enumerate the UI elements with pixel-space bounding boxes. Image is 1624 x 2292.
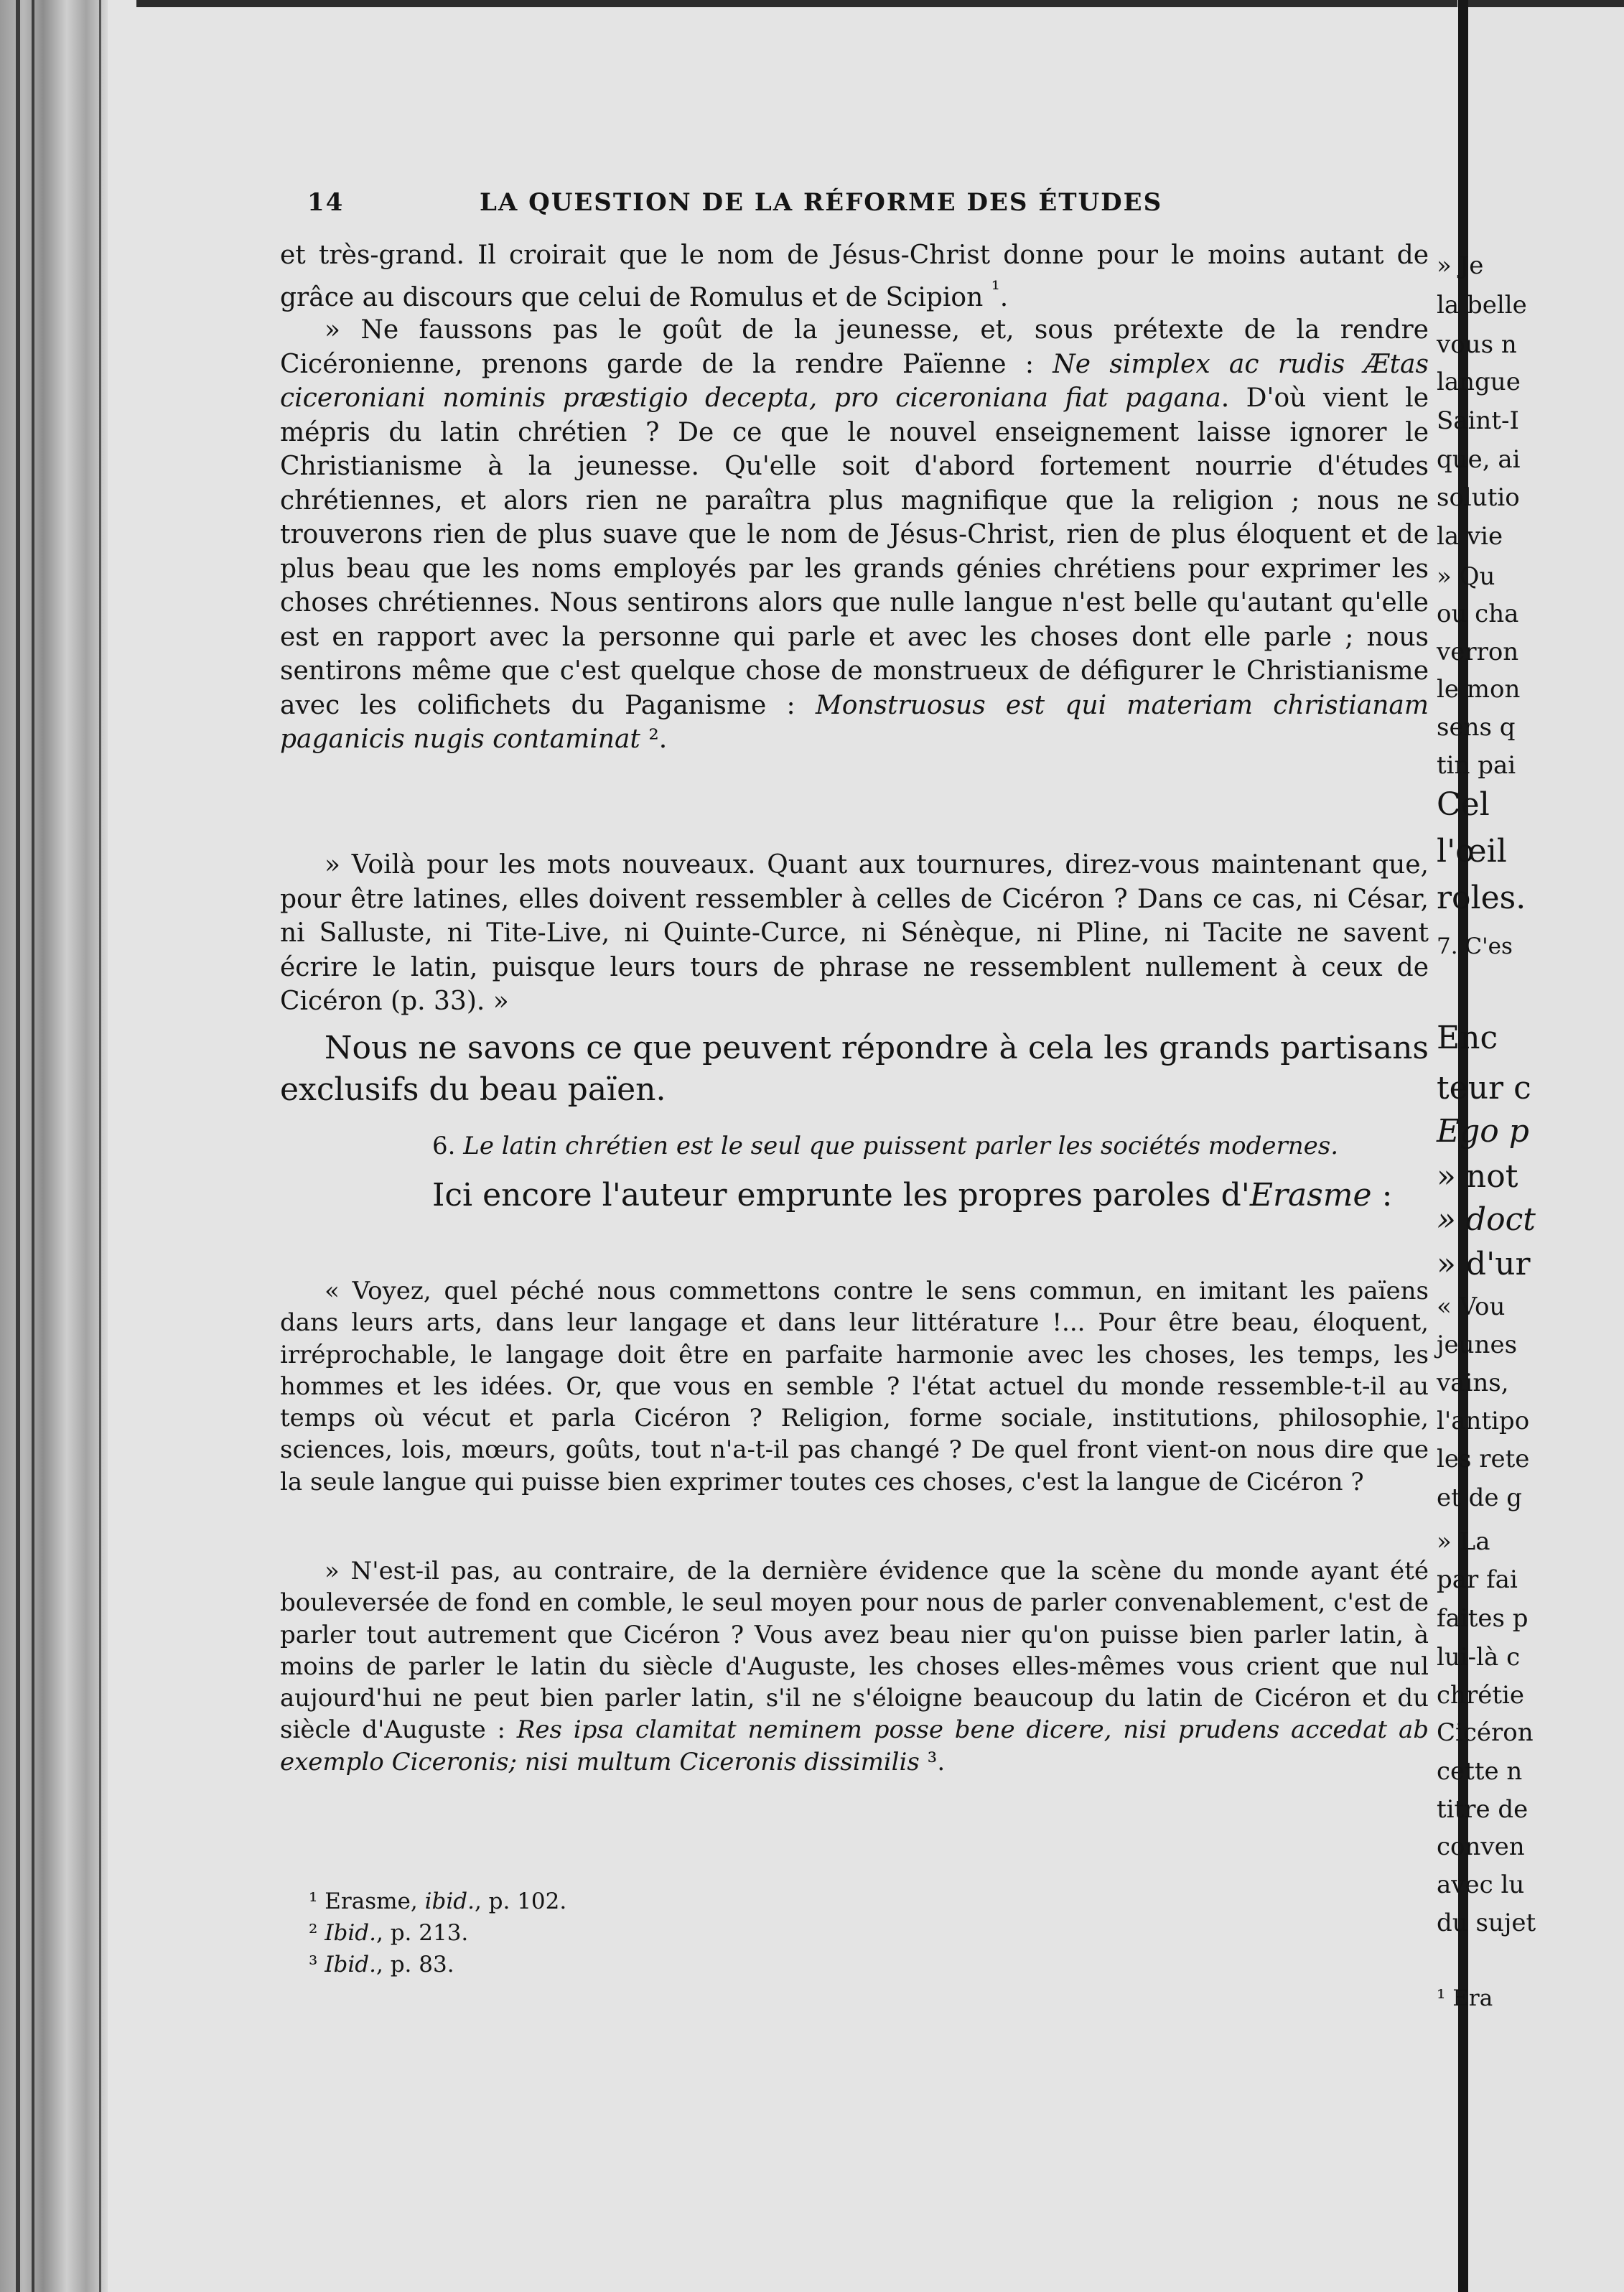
- facing-page-line: la belle: [1437, 291, 1527, 320]
- author-name: Erasme: [1249, 1177, 1372, 1213]
- facing-page-line: du sujet: [1437, 1909, 1536, 1937]
- facing-page-line: l'œil: [1437, 833, 1507, 870]
- latin-citation: Monstruosus est qui materiam christianam paganicis nugis contaminat: [280, 690, 1429, 754]
- facing-page-line: teur c: [1437, 1070, 1531, 1107]
- binding-line: [99, 0, 101, 2292]
- latin-citation: Res ipsa clamitat neminem posse bene dicere, nisi prudens accedat ab exemplo Ciceronis; nisi multum Ciceronis dissimilis: [280, 1715, 1429, 1776]
- facing-page-line: faites p: [1437, 1604, 1529, 1633]
- commentary-paragraph: Nous ne savons ce que peuvent répondre à cela les grands partisans exclusifs du beau païen.: [280, 1030, 1429, 1108]
- facing-page-line: avec lu: [1437, 1871, 1525, 1899]
- facing-page-line: roles.: [1437, 880, 1526, 916]
- facing-page-line: » Qu: [1437, 562, 1495, 591]
- binding-line: [32, 0, 34, 2292]
- footnote-ref: ¹: [991, 276, 1000, 302]
- facing-page-line: le mon: [1437, 675, 1521, 704]
- facing-page-line: solutio: [1437, 483, 1520, 512]
- quote-paragraph: » N'est-il pas, au contraire, de la dernière évidence que la scène du monde ayant été bouleversée de fond en comble, le seul moyen pour nous de parler convenablement, c'est de parler tout autrement que Cicéron ? Vous avez beau nier qu'on puisse bien parler latin, à moins de parler le latin du siècle d'Auguste, les choses elles-mêmes vous crient que nul aujourd'hui ne peut bien parler latin, s'il ne s'éloigne beaucoup du latin de Cicéron et du siècle d'Auguste : Res ipsa clamitat neminem posse bene dicere, nisi prudens accedat ab exemplo Ciceronis; nisi multum Ciceronis dissimilis ³.: [280, 1557, 1429, 1776]
- binding-edge: [0, 0, 108, 2292]
- footnote: ² Ibid., p. 213.: [309, 1920, 469, 1946]
- section-heading: 6. Le latin chrétien est le seul que puissent parler les sociétés modernes.: [432, 1132, 1339, 1160]
- facing-page-line: tin pai: [1437, 751, 1516, 780]
- binding-line: [16, 0, 20, 2292]
- facing-page-line: conven: [1437, 1832, 1525, 1861]
- facing-page-line: et de g: [1437, 1483, 1523, 1512]
- facing-page-line: jeunes: [1437, 1331, 1518, 1359]
- facing-page-line: « Vou: [1437, 1292, 1506, 1321]
- commentary-paragraph: Ici encore l'auteur emprunte les propres paroles d'Erasme :: [432, 1177, 1393, 1213]
- facing-page-line: Saint-I: [1437, 406, 1519, 435]
- footnote: ¹ Erasme, ibid., p. 102.: [309, 1888, 567, 1914]
- facing-page-line: titre de: [1437, 1795, 1529, 1824]
- facing-page-line: ou cha: [1437, 600, 1519, 628]
- facing-page-line: les rete: [1437, 1445, 1530, 1473]
- paragraph-continuation: et très-grand. Il croirait que le nom de Jésus-Christ donne pour le moins autant de grâce au discours que celui de Romulus et de Scipion $^{^1}$.: [280, 241, 1429, 312]
- running-head: [307, 188, 1449, 217]
- footnotes: [309, 1886, 1027, 1980]
- facing-page-line: la vie: [1437, 522, 1503, 551]
- facing-page-line: » not: [1437, 1158, 1518, 1195]
- quote-paragraph: » Ne faussons pas le goût de la jeunesse, et, sous prétexte de la rendre Cicéronienne, prenons garde de la rendre Païenne : Ne simplex ac rudis Ætas ciceroniani nominis præstigio decepta, pro ciceroniana fiat pagana. D'où vient le mépris du latin chrétien ? De ce que le nouvel enseignement laisse ignorer le Christianisme à la jeunesse. Qu'elle soit d'abord fortement nourrie d'études chrétiennes, et alors rien ne paraîtra plus magnifique que la religion ; nous ne trouverons rien de plus suave que le nom de Jésus-Christ, rien de plus éloquent et de plus beau que les noms employés par les grands génies chrétiens pour exprimer les choses chrétiennes. Nous sentirons alors que nulle langue n'est belle qu'autant qu'elle est en rapport avec la personne qui parle et avec les choses dont elle parle ; nous sentirons même que c'est quelque chose de monstrueux de défigurer le Christianisme avec les colifichets du Paganisme : Monstruosus est qui materiam christianam paganicis nugis contaminat ².: [280, 315, 1429, 754]
- facing-page-line: cette n: [1437, 1757, 1523, 1786]
- facing-page-line: » La: [1437, 1527, 1490, 1556]
- facing-page-line: langue: [1437, 368, 1521, 396]
- facing-page-line: » doct: [1437, 1201, 1536, 1238]
- facing-page-line: l'antipo: [1437, 1407, 1530, 1435]
- facing-page-line: ¹ Era: [1437, 1985, 1493, 2011]
- facing-page-line: vous n: [1437, 330, 1517, 359]
- facing-page-line: sens q: [1437, 713, 1516, 742]
- facing-page-line: que, ai: [1437, 445, 1521, 474]
- facing-page-line: Cicéron: [1437, 1718, 1534, 1747]
- latin-citation: Ne simplex ac rudis Ætas ciceroniani nominis præstigio decepta, pro ciceroniana fiat pagana: [280, 349, 1429, 413]
- facing-page-line: verron: [1437, 638, 1519, 666]
- facing-page-line: Cel: [1437, 786, 1490, 823]
- page-number: 14: [307, 188, 345, 217]
- facing-page-line: vains,: [1437, 1369, 1509, 1397]
- facing-page-line: par fai: [1437, 1565, 1518, 1594]
- facing-page-line: lui-là c: [1437, 1643, 1521, 1672]
- facing-page-line: Enc: [1437, 1020, 1498, 1056]
- quote-paragraph: « Voyez, quel péché nous commettons contre le sens commun, en imitant les païens dans leurs arts, dans leur langage et dans leur littérature !... Pour être beau, éloquent, irréprochable, le langage doit être en parfaite harmonie avec les choses, les temps, les hommes et les idées. Or, que vous en semble ? l'état actuel du monde ressemble-t-il au temps où vécut et parla Cicéron ? Religion, forme sociale, institutions, philosophie, sciences, lois, mœurs, goûts, tout n'a-t-il pas changé ? De quel front vient-on nous dire que la seule langue qui puisse bien exprimer toutes ces choses, c'est la langue de Cicéron ?: [280, 1277, 1429, 1496]
- facing-page-line: chrétie: [1437, 1681, 1524, 1710]
- facing-page: [1437, 0, 1624, 2292]
- top-scan-edge: [136, 0, 1457, 7]
- facing-page-line: 7. C'es: [1437, 933, 1513, 959]
- facing-page-line: » Je: [1437, 251, 1484, 280]
- facing-page-line: » d'ur: [1437, 1246, 1531, 1282]
- footnote: ³ Ibid., p. 83.: [309, 1952, 454, 1977]
- running-title: LA QUESTION DE LA RÉFORME DES ÉTUDES: [480, 188, 1163, 217]
- top-scan-edge: [1468, 0, 1624, 7]
- facing-page-line: Ego p: [1437, 1113, 1529, 1150]
- quote-paragraph: » Voilà pour les mots nouveaux. Quant aux tournures, direz-vous maintenant que, pour être latines, elles doivent ressembler à celles de Cicéron ? Dans ce cas, ni César, ni Salluste, ni Tite-Live, ni Quinte-Curce, ni Sénèque, ni Pline, ni Tacite ne savent écrire le latin, puisque leurs tours de phrase ne ressemblent nullement à ceux de Cicéron (p. 33). »: [280, 850, 1429, 1016]
